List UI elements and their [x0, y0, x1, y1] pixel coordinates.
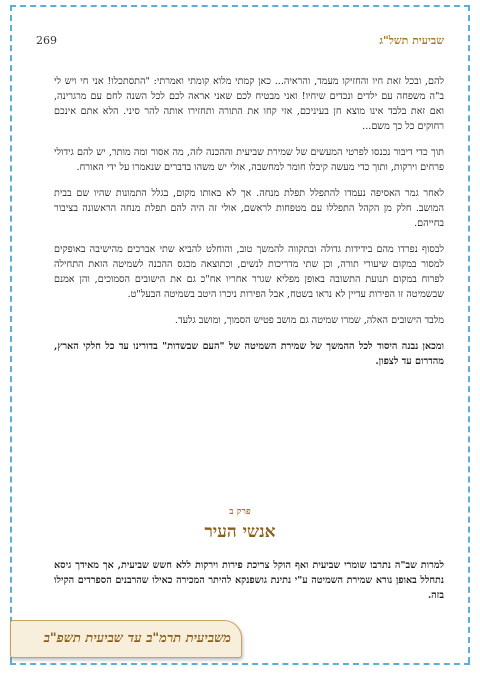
bold-paragraph: ומכאן נבנה היסוד לכל ההמשך של שמירת השמיטה של "העם שבשדות" בדורינו עד כל חלקי הארץ, מהדרום עד לצפון.	[54, 341, 444, 367]
book-title-banner	[10, 620, 242, 658]
page-number: 269	[36, 34, 57, 47]
paragraph: לאחר גמר האסיפה נעמדו להתפלל תפלת מנחה. אך לא באותו מקום, בגלל התמונות שהיו שם בבית המושב. חלק מן הקהל התפללו עם מטפחות לראשם, אולי זה היה להם תפלת מנחה הראשונה בציבור בחייהם.	[54, 188, 444, 229]
chapter-body: למרות שב"ה נתרבו שומרי שביעית ואף הוקל צריכת פירות וירקות ללא חשש שביעית, אך מאידך גיסא נתחלל באופן נורא שמירת השמיטה ע"י נתינת גושפנקא להיתר המכירה כאילו שהרבנים הספרדים הקילו בזה.	[54, 560, 444, 601]
body-text	[54, 74, 444, 380]
frame-bottom-dashed	[10, 663, 470, 665]
paragraph: לבסוף נפרדו מהם בידידות גדולה ובתקווה להמשך טוב, והוחלט להביא שתי אברכים מהישיבה באופקים למסור במקום שיעורי תורה, וכן שתי מדריכות לנשים, וכתוצאה מכגס ההכנה לשמיטה הזאת התחילה לפרוח במקום תנועת התשובה באופן מפליא שגרר אחריו אח"כ גם את הישובים הסמוכים, והן אמנם שבשמיטה זו הפירות עדיין לא נראו בשטח, אבל הפירות ניכרו היטב בשמיטה הבעל"ט.	[54, 244, 444, 300]
chapter-label: פרק ב	[229, 507, 251, 517]
paragraph: להם, ובכל זאת חיו והחזיקו מעמד, והראיה... כאן קמתי מלוא קומתי ואמרתי: "התסתכלו! אני חי ויש לי ב"ה משפחה עם ילדים ונכדים שיחיו! ואני מבטיח לכם שאני אראה לכם לכל השנה לחם עם מרגרינה, ואם זאת בלבד אינו מוצא חן בעיניכם, אזי קחו את התורה ותחזירו אותה להר סיני. הלא אתם אינכם רחוקים כל כך משם...	[54, 76, 444, 132]
page-header	[36, 34, 444, 54]
banner-text: משביעית תרמ"ב עד שביעית תשפ"ב	[43, 631, 231, 646]
frame-left-dashed	[10, 5, 12, 663]
frame-top-dashed	[10, 5, 470, 7]
running-title: שביעית תשל"ג	[379, 34, 444, 47]
chapter-title: אנשי העיר	[204, 522, 276, 542]
paragraph: מלבד הישובים האלה, שמרו שמיטה גם מושב פטיש הסמוך, ומושב גלעד.	[174, 315, 444, 326]
paragraph: תוך כדי דיבור נכנסו לפרטי המעשים של שמירת שביעית וההכנה לזה, מה אסור ומה מותר, יש להם גידולי פרחים וירקות, ותוך כדי מעשה קיבלו חומר למחשבה, אולי יש משהו בדברים שנאמרו על ידי האורח.	[54, 147, 444, 173]
frame-right-dashed	[468, 5, 470, 663]
book-page	[36, 34, 444, 654]
